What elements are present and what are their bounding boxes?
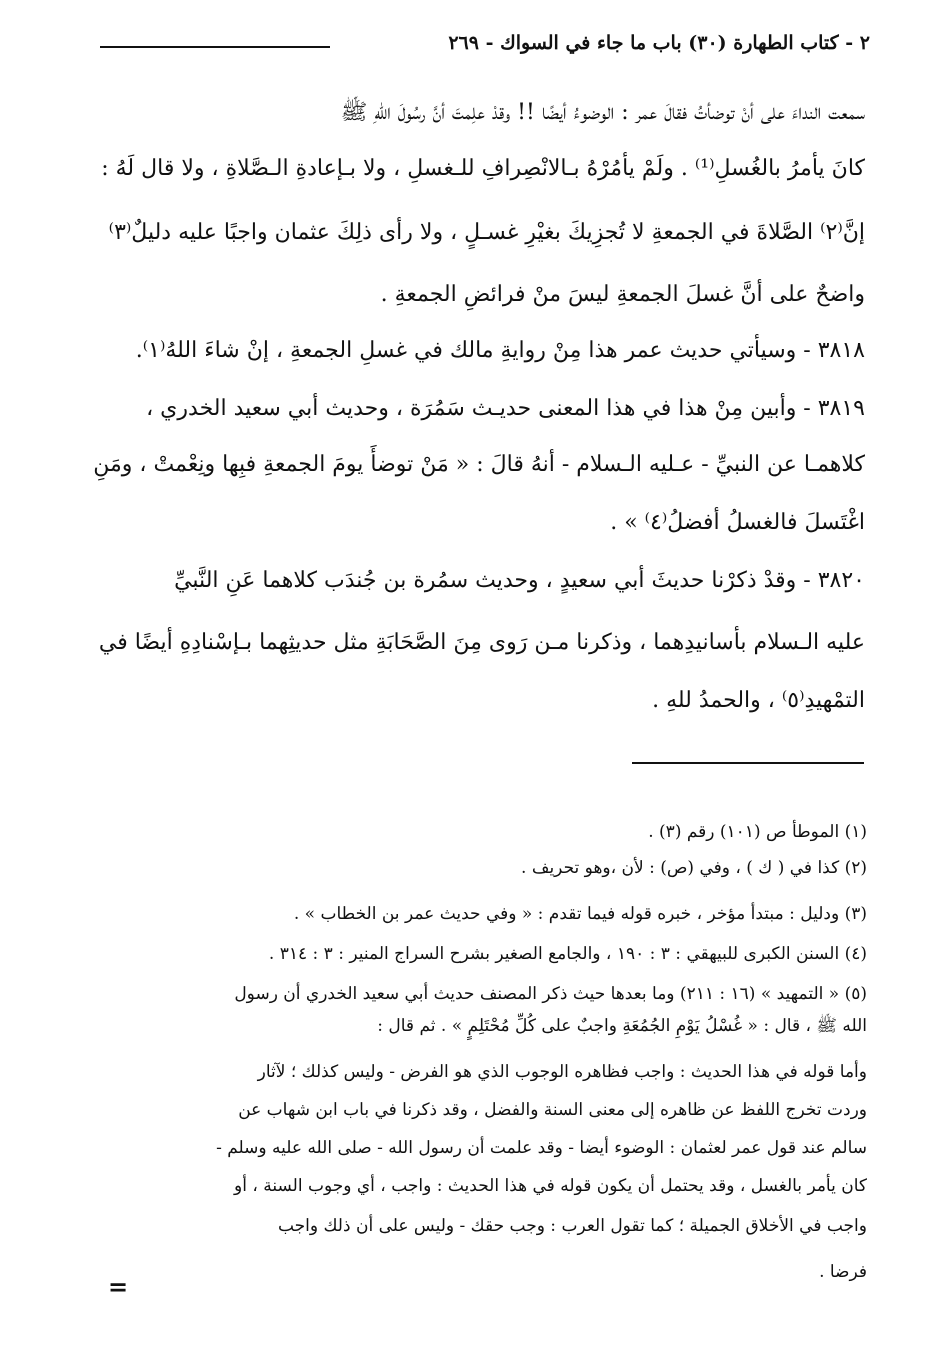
footnote-3: (٣) ودليل : مبتدأ مؤخر ، خبره قوله فيما تقدم : « وفي حديث عمر بن الخطاب » . [293,904,867,924]
footnote-quote-line: واجب في الأخلاق الجميلة ؛ كما تقول العرب : وجب حقك - وليس على أن ذلك واجب [277,1216,867,1236]
body-line: التمْهيدِ⁽٥⁾ ، والحمدُ للهِ . [652,688,865,713]
continuation-mark: = [108,1272,129,1301]
footnote-2: (٢) كذا في ( ك ) ، وفي (ص) : لأن ،وهو تحريف . [521,858,867,878]
body-line: واضحٌ على أنَّ غسلَ الجمعةِ ليسَ منْ فرائضِ الجمعةِ . [380,282,865,307]
body-line: كانَ يأمرُ بالغُسلِ⁽¹⁾ . ولَمْ يأمُرْهُ بـالانْصِرافِ للـغسلِ ، ولا بـإعادةِ الـصَّلاةِ ، ولا قال لَهُ : [101,156,865,181]
footnote-5: (٥) « التمهيد » (١٦ : ٢١١) وما بعدها حيث ذكر المصنف حديث أبي سعيد الخدري أن رسول [234,984,867,1004]
footnote-1: (١) الموطأ ص (١٠١) رقم (٣) . [648,822,867,842]
paragraph-3819: ٣٨١٩ - وأبين مِنْ هذا في هذا المعنى حديـث سَمُرَة ، وحديث أبي سعيد الخدري ، [146,396,865,421]
footnote-5-line: الله ﷺ ، قال : « غُسْلُ يَوْمِ الجُمُعَةِ واجبٌ على كُلِّ مُحْتَلِمٍ » . ثم قال : [377,1016,867,1036]
footnote-quote-line: سالم عند قول عمر لعثمان : الوضوء أيضا - وقد علمت أن رسول الله - صلى الله عليه وسلم - [216,1138,867,1158]
footnote-quote-line: وردت تخرج اللفظ عن ظاهره إلى معنى السنة والفضل ، وقد ذكرنا في باب ابن شهاب عن [238,1100,867,1120]
body-line: اغْتَسلَ فالغسلُ أفضلُ⁽٤⁾ » . [610,510,865,535]
body-line: إنَّ⁽٢⁾ الصَّلاةَ في الجمعةِ لا تُجزِيكَ بغيْرِ غسـلٍ ، ولا رأى ذلِكَ عثمان واجبًا عليه دليلٌ⁽٣⁾ [108,220,865,245]
header-rule [100,46,330,48]
paragraph-3818: ٣٨١٨ - وسيأتي حديث عمر هذا مِنْ روايةِ مالك في غسلِ الجمعةِ ، إنْ شاءَ اللهُ⁽١⁾. [135,338,865,363]
paragraph-3820: ٣٨٢٠ - وقدْ ذكرْنا حديثَ أبي سعيدٍ ، وحديث سمُرة بن جُندَب كلاهما عَنِ النَّبيِّ [174,568,865,593]
header-title: ٢ - كتاب الطهارة (٣٠) باب ما جاء في السواك - ٢٦٩ [448,32,870,54]
footnote-quote-line: كان يأمر بالغسل ، وقد يحتمل أن يكون قوله في هذا الحديث : واجب ، أي وجوب السنة ، أو [234,1176,867,1196]
footnote-quote-line: وأما قوله في هذا الحديث : واجب فظاهره الوجوب الذي هو الفرض - وليس كذلك ؛ لآثار [257,1062,867,1082]
body-line: سمعت النداءَ على أنْ توضأتُ فقالَ عمر : الوضوءُ أيضًا !! وقدْ علِمتَ أنَّ رسُولَ اللهِ ﷺ [340,100,865,125]
body-line: عليه الـسلام بأسانيدِهما ، وذكرنا مـن رَوى مِنَ الصَّحَابَةِ مثل حديثِهما بـإسْنادِهِ أيضًا في [98,630,865,655]
running-header [100,32,870,62]
footnote-4: (٤) السنن الكبرى للبيهقي : ٣ : ١٩٠ ، والجامع الصغير بشرح السراج المنير : ٣ : ٣١٤ . [268,944,867,964]
body-line: كلاهمـا عن النبيِّ - عـليه الـسلام - أنهُ قالَ : « مَنْ توضأَ يومَ الجمعةِ فبِها ونِعْمتْ ، ومَنِ [93,452,865,477]
footnote-separator [632,762,864,764]
footnote-quote-line: فرضا . [819,1262,867,1282]
